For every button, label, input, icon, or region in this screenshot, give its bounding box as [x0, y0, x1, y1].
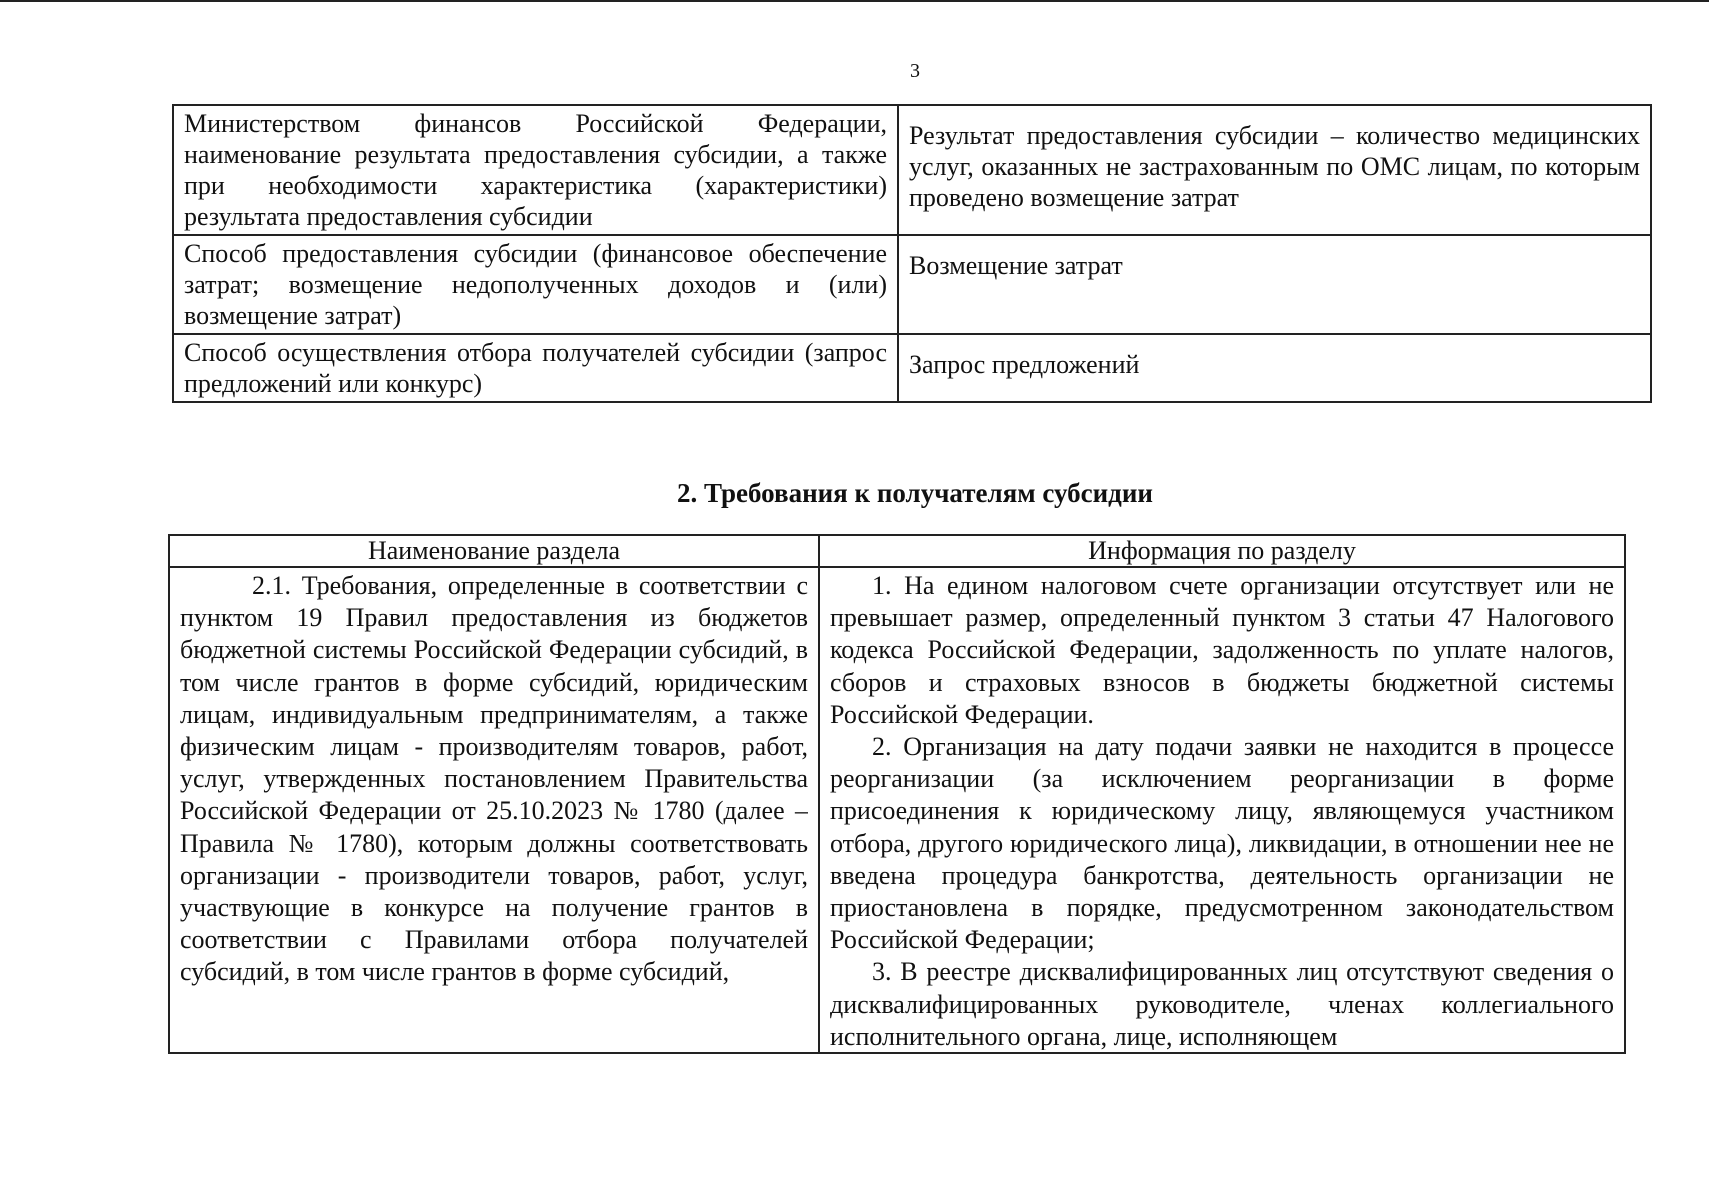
table-cell-label: Способ осуществления отбора получателей субсидии (запрос предложений или конкурс) [173, 334, 898, 402]
requirement-name-cell [169, 567, 819, 1053]
table-cell-value: Запрос предложений [898, 334, 1651, 402]
requirement-name-text: 2.1. Требования, определенные в соответствии с пунктом 19 Правил предоставления из бюджетов бюджетной системы Российской Федерации субсидий, в том числе грантов в форме субсидий, юридическим лицам, индивидуальным предпринимателям, а также физическим лицам - производителям товаров, работ, услуг, утвержденных постановлением Правительства Российской Федерации от 25.10.2023 № 1780 (далее – Правила № 1780), которым должны соответствовать организации - производители товаров, работ, услуг, участвующие в конкурсе на получение грантов в соответствии с Правилами отбора получателей субсидий, в том числе грантов в форме субсидий, [180, 571, 808, 987]
table-header-row [169, 535, 1625, 567]
table-cell-value: Результат предоставления субсидии – количество медицинских услуг, оказанных не застрахованным по ОМС лицам, по которым проведено возмещение затрат [898, 105, 1651, 235]
column-header-section-info: Информация по разделу [819, 535, 1625, 567]
requirements-table [168, 534, 1626, 1054]
table-row [173, 105, 1651, 235]
requirement-item: 1. На едином налоговом счете организации отсутствует или не превышает размер, определенный пунктом 3 статьи 47 Налогового кодекса Российской Федерации, задолженность по уплате налогов, сборов и страховых взносов в бюджеты бюджетной системы Российской Федерации. [830, 571, 1614, 729]
table-row [169, 567, 1625, 1053]
requirement-item: 2. Организация на дату подачи заявки не находится в процессе реорганизации (за исключением реорганизации в форме присоединения к юридическому лицу, являющемуся участником отбора, другого юридического лица), ликвидации, в отношении нее не введена процедура банкротства, деятельность организации не приостановлена в порядке, предусмотренном законодательством Российской Федерации; [830, 732, 1614, 955]
column-header-section-name: Наименование раздела [169, 535, 819, 567]
requirement-item: 3. В реестре дисквалифицированных лиц отсутствуют сведения о дисквалифицированных руководителе, членах коллегиального исполнительного органа, лице, исполняющем [830, 957, 1614, 1050]
section-heading: 2. Требования к получателям субсидии [677, 478, 1153, 508]
table-cell-label: Способ предоставления субсидии (финансовое обеспечение затрат; возмещение недополученных доходов и (или) возмещение затрат) [173, 235, 898, 334]
table-cell-label: Министерством финансов Российской Федерации, наименование результата предоставления субсидии, а также при необходимости характеристика (характеристики) результата предоставления субсидии [173, 105, 898, 235]
table-row [173, 235, 1651, 334]
top-border-line [0, 0, 1709, 2]
requirement-info-cell [819, 567, 1625, 1053]
page-number: 3 [910, 60, 920, 82]
table-cell-value: Возмещение затрат [898, 235, 1651, 334]
table-row [173, 334, 1651, 402]
passport-table [172, 104, 1652, 403]
